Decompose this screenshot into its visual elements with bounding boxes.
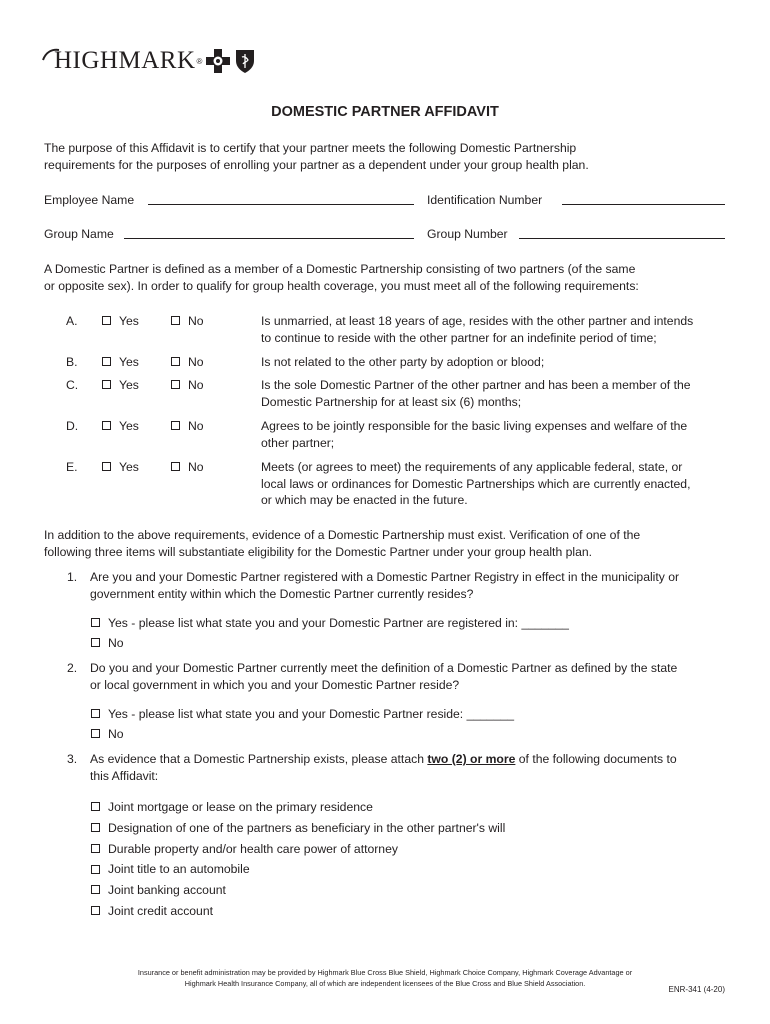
question-3-post: of the following documents to <box>515 752 677 766</box>
option-label: Yes - please list what state you and your Domestic Partner are registered in: _______ <box>108 616 569 630</box>
question-2-yes-option[interactable] <box>91 706 514 723</box>
question-3-number: 3. <box>67 752 78 766</box>
option-label: No <box>108 727 124 741</box>
question-1-no-option[interactable] <box>91 635 124 652</box>
checkbox-icon[interactable] <box>91 906 100 915</box>
checkbox-icon[interactable] <box>91 709 100 718</box>
requirement-line: Meets (or agrees to meet) the requirements of any applicable federal, state, or <box>261 460 683 474</box>
requirement-b-yes[interactable] <box>102 354 139 371</box>
requirement-a-yes[interactable] <box>102 313 139 330</box>
checkbox-icon[interactable] <box>171 462 180 471</box>
logo-registered-mark: ® <box>196 56 203 66</box>
intro-paragraph <box>44 140 744 174</box>
requirement-line: Domestic Partnership for at least six (6) months; <box>261 394 522 409</box>
checkbox-icon[interactable] <box>91 618 100 627</box>
question-1-text <box>90 569 740 602</box>
document-label: Joint credit account <box>108 903 214 918</box>
document-option[interactable] <box>91 839 505 860</box>
checkbox-icon[interactable] <box>91 802 100 811</box>
document-option[interactable] <box>91 818 505 839</box>
document-label: Designation of one of the partners as beneficiary in the other partner's will <box>108 820 506 835</box>
footer-disclaimer <box>0 967 770 989</box>
evidence-line: In addition to the above requirements, evidence of a Domestic Partnership must exist. Verification of one of the <box>44 528 641 542</box>
employee-name-field[interactable] <box>148 204 414 205</box>
highmark-logo <box>42 44 256 78</box>
requirement-line: Is not related to the other party by adoption or blood; <box>261 355 545 369</box>
document-label: Durable property and/or health care power of attorney <box>108 841 398 856</box>
document-option[interactable] <box>91 797 505 818</box>
footer-line: Highmark Health Insurance Company, all of which are independent licensees of the Blue Cross and Blue Shield Association. <box>184 979 586 988</box>
requirement-b-text <box>261 354 731 371</box>
checkbox-icon[interactable] <box>91 865 100 874</box>
yes-label: Yes <box>119 419 139 433</box>
requirement-letter-a: A. <box>66 314 78 328</box>
checkbox-icon[interactable] <box>91 844 100 853</box>
yes-label: Yes <box>119 314 139 328</box>
requirement-line: Is the sole Domestic Partner of the other partner and has been a member of the <box>261 378 691 392</box>
no-label: No <box>188 378 204 392</box>
checkbox-icon[interactable] <box>171 380 180 389</box>
requirement-letter-e: E. <box>66 460 78 474</box>
checkbox-icon[interactable] <box>102 462 111 471</box>
question-3-text <box>90 751 740 784</box>
identification-number-label: Identification Number <box>427 193 543 207</box>
checkbox-icon[interactable] <box>91 638 100 647</box>
yes-label: Yes <box>119 460 139 474</box>
question-line: Do you and your Domestic Partner currently meet the definition of a Domestic Partner as defined by the state <box>90 661 678 675</box>
checkbox-icon[interactable] <box>102 357 111 366</box>
requirement-d-yes[interactable] <box>102 418 139 435</box>
requirement-line: Agrees to be jointly responsible for the basic living expenses and welfare of the <box>261 419 688 433</box>
checkbox-icon[interactable] <box>102 380 111 389</box>
requirement-c-no[interactable] <box>171 377 204 394</box>
definition-paragraph <box>44 261 744 295</box>
question-3-emphasis: two (2) or more <box>427 752 516 766</box>
question-line: Are you and your Domestic Partner registered with a Domestic Partner Registry in effect in the municipality or <box>90 570 680 584</box>
requirement-a-text <box>261 313 731 346</box>
document-list <box>91 797 505 922</box>
requirement-a-no[interactable] <box>171 313 204 330</box>
definition-line: A Domestic Partner is defined as a member of a Domestic Partnership consisting of two partners (of the same <box>44 262 636 276</box>
document-option[interactable] <box>91 859 505 880</box>
logo-wordmark: HIGHMARK <box>54 47 196 74</box>
intro-line: The purpose of this Affidavit is to certify that your partner meets the following Domestic Partnership <box>44 141 577 155</box>
document-label: Joint mortgage or lease on the primary residence <box>108 800 373 814</box>
question-line <box>90 751 740 768</box>
requirement-d-no[interactable] <box>171 418 204 435</box>
option-label: Yes - please list what state you and your Domestic Partner reside: _______ <box>108 707 515 721</box>
blue-cross-icon <box>205 48 231 74</box>
no-label: No <box>188 419 204 433</box>
question-line: this Affidavit: <box>90 768 159 783</box>
requirement-line: other partner; <box>261 435 335 450</box>
blue-shield-icon <box>234 48 256 74</box>
requirement-letter-c: C. <box>66 378 79 392</box>
question-2-no-option[interactable] <box>91 726 124 743</box>
evidence-paragraph <box>44 527 744 561</box>
requirement-c-yes[interactable] <box>102 377 139 394</box>
checkbox-icon[interactable] <box>91 823 100 832</box>
requirement-c-text <box>261 377 731 410</box>
question-line: government entity within which the Domestic Partner currently resides? <box>90 586 474 601</box>
requirement-e-no[interactable] <box>171 459 204 476</box>
question-2-text <box>90 660 740 693</box>
document-label: Joint title to an automobile <box>108 862 250 877</box>
group-number-field[interactable] <box>519 238 725 239</box>
intro-line: requirements for the purposes of enrolling your partner as a dependent under your group health plan. <box>44 158 589 172</box>
checkbox-icon[interactable] <box>102 421 111 430</box>
requirement-d-text <box>261 418 731 451</box>
requirement-e-text <box>261 459 731 509</box>
footer-line: Insurance or benefit administration may be provided by Highmark Blue Cross Blue Shield, Highmark Choice Company, Highmark Coverage Advantage or <box>137 968 633 977</box>
document-label: Joint banking account <box>108 883 226 898</box>
page-title: DOMESTIC PARTNER AFFIDAVIT <box>271 104 499 120</box>
no-label: No <box>188 314 204 328</box>
group-name-label: Group Name <box>44 227 114 241</box>
requirement-line: Is unmarried, at least 18 years of age, resides with the other partner and intends <box>261 314 694 328</box>
checkbox-icon[interactable] <box>102 316 111 325</box>
checkbox-icon[interactable] <box>171 357 180 366</box>
group-name-field[interactable] <box>124 238 414 239</box>
checkbox-icon[interactable] <box>91 885 100 894</box>
swoosh-icon <box>42 46 60 64</box>
yes-label: Yes <box>119 378 139 392</box>
question-2-number: 2. <box>67 661 78 675</box>
form-number: ENR-341 (4-20) <box>668 985 725 994</box>
checkbox-icon[interactable] <box>171 316 180 325</box>
group-number-label: Group Number <box>427 227 508 241</box>
question-3-pre: As evidence that a Domestic Partnership exists, please attach <box>90 752 428 766</box>
question-1-yes-option[interactable] <box>91 615 569 632</box>
option-label: No <box>108 636 124 650</box>
yes-label: Yes <box>119 355 139 369</box>
question-line: or local government in which you and your Domestic Partner reside? <box>90 677 460 692</box>
requirement-line: local laws or ordinances for Domestic Partnerships which are currently enacted, <box>261 476 691 491</box>
no-label: No <box>188 460 204 474</box>
requirement-line: or which may be enacted in the future. <box>261 493 468 507</box>
evidence-line: following three items will substantiate eligibility for the Domestic Partner under your group health plan. <box>44 545 593 559</box>
checkbox-icon[interactable] <box>171 421 180 430</box>
requirement-line: to continue to reside with the other partner for an indefinite period of time; <box>261 330 657 345</box>
requirement-e-yes[interactable] <box>102 459 139 476</box>
identification-number-field[interactable] <box>562 204 725 205</box>
requirement-letter-d: D. <box>66 419 79 433</box>
employee-name-label: Employee Name <box>44 193 135 207</box>
document-option[interactable] <box>91 880 505 901</box>
requirement-letter-b: B. <box>66 355 78 369</box>
definition-line: or opposite sex). In order to qualify for group health coverage, you must meet all of the following requirements: <box>44 279 639 293</box>
requirement-b-no[interactable] <box>171 354 204 371</box>
question-1-number: 1. <box>67 570 78 584</box>
no-label: No <box>188 355 204 369</box>
document-option[interactable] <box>91 901 505 922</box>
checkbox-icon[interactable] <box>91 729 100 738</box>
